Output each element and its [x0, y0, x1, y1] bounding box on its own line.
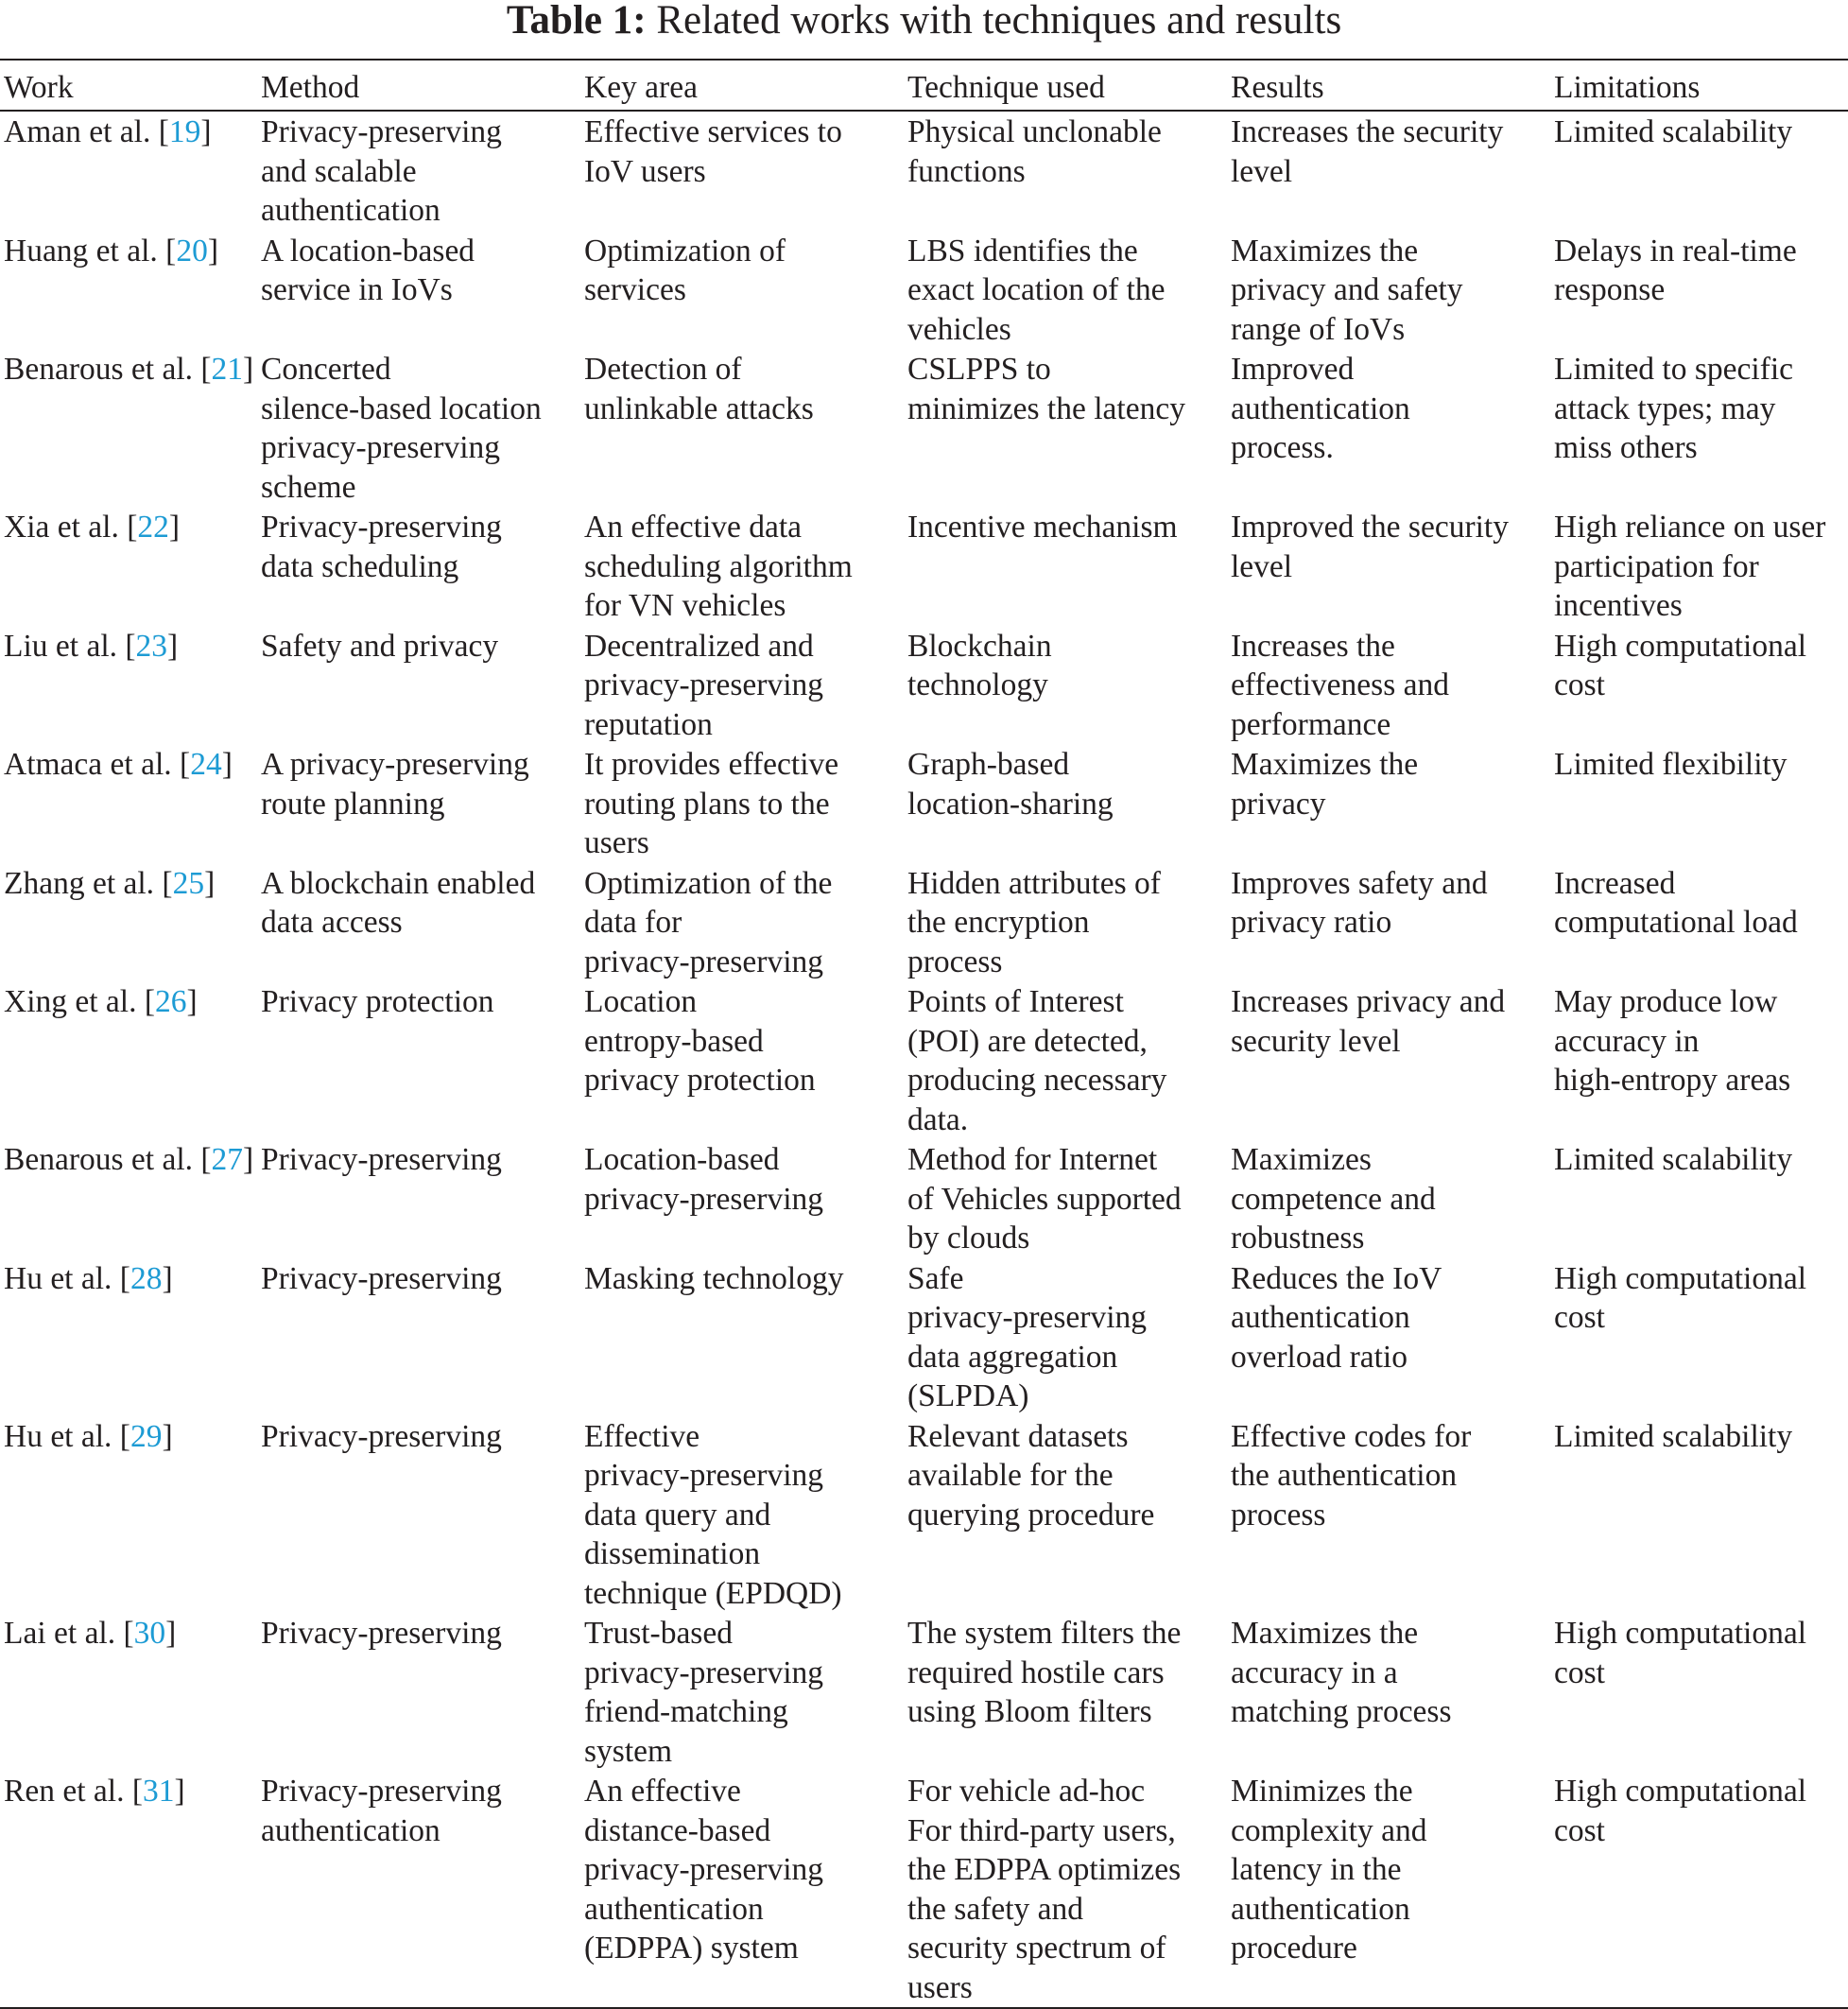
cell-limitations: Limited scalability [1554, 1142, 1793, 1177]
cell-method: A location-based service in IoVs [261, 233, 475, 307]
citation-bracket: ] [165, 1616, 177, 1651]
cell-method: Concerted silence-based location privacy-preserving scheme [261, 352, 542, 505]
cell-key-area: An effective data scheduling algorithm for VN vehicles [584, 510, 853, 623]
citation-link[interactable]: 25 [172, 865, 205, 901]
citation-link[interactable]: 31 [142, 1774, 175, 1809]
table-header-row [0, 60, 1848, 111]
cell-work [0, 863, 257, 982]
cell-technique: The system filters the required hostile cars using Bloom filters [907, 1616, 1182, 1729]
cell-work [0, 981, 257, 1139]
citation-link[interactable]: 22 [137, 510, 169, 545]
header-work: Work [0, 60, 257, 111]
author-name: Xing et al. [ [4, 984, 156, 1019]
cell-key-area: Location-based privacy-preserving [584, 1142, 824, 1217]
cell-work [0, 626, 257, 745]
cell-results: Reduces the IoV authentication overload ratio [1231, 1260, 1442, 1375]
cell-key-area: An effective distance-based privacy-preserving authentication (EDPPA) system [580, 1771, 904, 2008]
cell-method: Privacy-preserving and scalable authentication [261, 114, 502, 228]
cell-results: Maximizes competence and robustness [1231, 1142, 1436, 1256]
cell-technique: Blockchain technology [907, 628, 1052, 702]
citation-bracket: ] [243, 1142, 254, 1177]
cell-method: Privacy-preserving data scheduling [261, 510, 502, 584]
cell-technique: LBS identifies the exact location of the vehicles [907, 233, 1166, 347]
cell-results: Minimizes the complexity and latency in the authentication procedure [1227, 1771, 1550, 2008]
cell-work [0, 1416, 257, 1614]
citation-bracket: ] [167, 628, 179, 664]
citation-link[interactable]: 20 [176, 233, 208, 268]
cell-work [0, 1258, 257, 1416]
cell-limitations: May produce low accuracy in high-entropy areas [1554, 984, 1791, 1098]
header-results: Results [1227, 60, 1550, 111]
cell-results: Increases the effectiveness and performance [1231, 628, 1449, 742]
table-caption-text: Related works with techniques and results [656, 0, 1342, 43]
author-name: Liu et al. [ [4, 628, 136, 664]
cell-limitations: Limited scalability [1554, 1418, 1793, 1454]
cell-work [0, 111, 257, 231]
table-row [0, 111, 1848, 231]
table-caption [0, 0, 1848, 53]
cell-results: Improved authentication process. [1231, 352, 1410, 465]
citation-link[interactable]: 19 [168, 114, 201, 149]
table-body [0, 111, 1848, 2008]
cell-results: Increases privacy and security level [1231, 984, 1506, 1059]
author-name: Atmaca et al. [ [4, 747, 191, 782]
cell-work [0, 744, 257, 863]
cell-limitations: Increased computational load [1554, 865, 1798, 940]
cell-key-area: Effective services to IoV users [584, 114, 842, 189]
citation-bracket: ] [243, 352, 254, 387]
cell-technique: Points of Interest (POI) are detected, producing necessary data. [907, 984, 1167, 1137]
cell-limitations: High computational cost [1554, 628, 1807, 702]
author-name: Benarous et al. [ [4, 352, 212, 387]
citation-link[interactable]: 29 [130, 1418, 163, 1454]
citation-bracket: ] [162, 1260, 173, 1296]
header-limitations: Limitations [1550, 60, 1848, 111]
cell-method: Privacy-preserving [261, 1418, 502, 1454]
citation-link[interactable]: 26 [155, 984, 187, 1019]
table-row [0, 349, 1848, 507]
cell-technique: Method for Internet of Vehicles supported by clouds [907, 1142, 1182, 1256]
table-row [0, 1139, 1848, 1258]
table-row [0, 231, 1848, 350]
cell-technique: For vehicle ad-hoc For third-party users, the EDPPA optimizes the safety and security spectrum of users [904, 1771, 1227, 2008]
table-row [0, 1258, 1848, 1416]
table-row [0, 507, 1848, 626]
cell-technique: Incentive mechanism [907, 510, 1178, 545]
cell-technique: Hidden attributes of the encryption process [907, 865, 1161, 979]
citation-bracket: ] [186, 984, 198, 1019]
cell-limitations: Delays in real-time response [1554, 233, 1797, 307]
table-row [0, 1416, 1848, 1614]
cell-method: A privacy-preserving route planning [261, 747, 529, 822]
citation-bracket: ] [174, 1774, 185, 1809]
cell-work [0, 507, 257, 626]
table-row [0, 626, 1848, 745]
cell-method: Privacy-preserving [261, 1260, 502, 1296]
cell-method: A blockchain enabled data access [261, 865, 536, 940]
citation-bracket: ] [162, 1418, 173, 1454]
cell-technique: Safe privacy-preserving data aggregation (SLPDA) [907, 1260, 1148, 1413]
citation-bracket: ] [221, 747, 233, 782]
cell-key-area: It provides effective routing plans to the users [584, 747, 839, 860]
cell-method: Privacy-preserving authentication [257, 1771, 580, 2008]
cell-work [0, 1771, 257, 2008]
cell-key-area: Optimization of services [584, 233, 786, 307]
author-name: Lai et al. [ [4, 1616, 134, 1651]
cell-key-area: Location entropy-based privacy protection [584, 984, 816, 1098]
citation-link[interactable]: 30 [133, 1616, 166, 1651]
cell-technique: CSLPPS to minimizes the latency [907, 352, 1185, 426]
citation-link[interactable]: 24 [190, 747, 222, 782]
citation-bracket: ] [200, 114, 212, 149]
cell-results: Maximizes the privacy [1231, 747, 1419, 822]
citation-link[interactable]: 23 [135, 628, 168, 664]
cell-limitations: High computational cost [1550, 1771, 1848, 2008]
citation-bracket: ] [168, 510, 181, 545]
author-name: Hu et al. [ [4, 1418, 130, 1454]
cell-method: Privacy protection [261, 984, 494, 1019]
cell-key-area: Decentralized and privacy-preserving reputation [584, 628, 824, 742]
table-caption-label: Table 1: [506, 0, 647, 43]
cell-limitations: High computational cost [1554, 1616, 1807, 1690]
author-name: Zhang et al. [ [4, 865, 173, 901]
citation-link[interactable]: 27 [211, 1142, 244, 1177]
header-method: Method [257, 60, 580, 111]
citation-link[interactable]: 28 [130, 1260, 163, 1296]
citation-bracket: ] [204, 865, 216, 901]
table-row [0, 744, 1848, 863]
cell-work [0, 1139, 257, 1258]
author-name: Benarous et al. [ [4, 1142, 212, 1177]
cell-key-area: Masking technology [584, 1260, 844, 1296]
header-technique-used: Technique used [904, 60, 1227, 111]
author-name: Xia et al. [ [4, 510, 138, 545]
cell-work [0, 231, 257, 350]
cell-work [0, 1613, 257, 1771]
table-row [0, 1771, 1848, 2008]
author-name: Aman et al. [ [4, 114, 169, 149]
related-works-table [0, 59, 1848, 2009]
cell-work [0, 349, 257, 507]
cell-method: Privacy-preserving [261, 1616, 502, 1651]
cell-key-area: Detection of unlinkable attacks [584, 352, 814, 426]
cell-results: Maximizes the accuracy in a matching process [1231, 1616, 1452, 1729]
cell-results: Increases the security level [1231, 114, 1504, 189]
cell-limitations: Limited to specific attack types; may miss others [1554, 352, 1794, 465]
citation-bracket: ] [207, 233, 218, 268]
author-name: Ren et al. [ [4, 1774, 143, 1809]
cell-limitations: High computational cost [1554, 1260, 1807, 1335]
author-name: Hu et al. [ [4, 1260, 130, 1296]
cell-limitations: High reliance on user participation for incentives [1554, 510, 1826, 623]
cell-results: Improves safety and privacy ratio [1231, 865, 1488, 940]
header-key-area: Key area [580, 60, 904, 111]
cell-method: Privacy-preserving [261, 1142, 502, 1177]
table-row [0, 1613, 1848, 1771]
cell-key-area: Optimization of the data for privacy-preserving [584, 865, 833, 979]
cell-key-area: Trust-based privacy-preserving friend-matching system [584, 1616, 824, 1769]
cell-technique: Physical unclonable functions [907, 114, 1162, 189]
cell-limitations: Limited scalability [1554, 114, 1793, 149]
cell-key-area: Effective privacy-preserving data query and dissemination technique (EPDQD) [584, 1418, 842, 1611]
table-row [0, 863, 1848, 982]
cell-method: Safety and privacy [261, 628, 499, 664]
table-row [0, 981, 1848, 1139]
cell-results: Maximizes the privacy and safety range of IoVs [1231, 233, 1463, 347]
cell-technique: Graph-based location-sharing [907, 747, 1114, 822]
author-name: Huang et al. [ [4, 233, 177, 268]
cell-results: Effective codes for the authentication process [1231, 1418, 1472, 1533]
cell-results: Improved the security level [1231, 510, 1509, 584]
cell-technique: Relevant datasets available for the querying procedure [907, 1418, 1155, 1533]
cell-limitations: Limited flexibility [1554, 747, 1788, 782]
citation-link[interactable]: 21 [211, 352, 244, 387]
